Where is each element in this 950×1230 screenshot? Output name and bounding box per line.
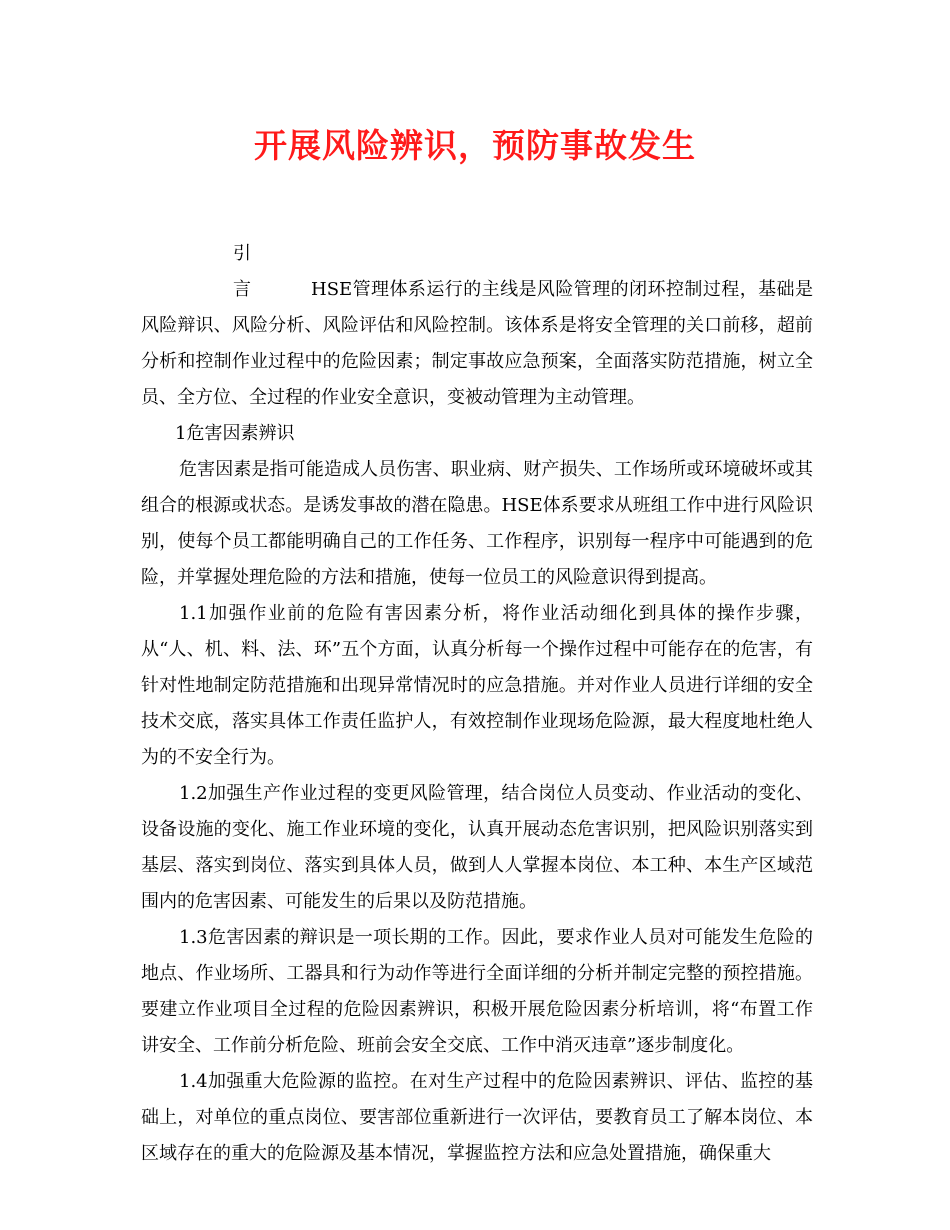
section-heading-1: 1危害因素辨识	[175, 423, 295, 444]
paragraph-1: 危害因素是指可能造成人员伤害、职业病、财产损失、工作场所或环境破坏或其组合的根源或状态。是诱发事故的潜在隐患。HSE体系要求从班组工作中进行风险识别，使每个员工都能明确自己的工作任务、工作程序，识别每一程序中可能遇到的危险，并掌握处理危险的方法和措施，使每一位员工的风险意识得到提高。	[141, 459, 813, 588]
document-title: 开展风险辨识，预防事故发生	[254, 126, 696, 165]
paragraph-1-4: 1.4加强重大危险源的监控。在对生产过程中的危险因素辨识、评估、监控的基础上，对单位的重点岗位、要害部位重新进行一次评估，要教育员工了解本岗位、本区域存在的重大的危险源及基本情况，掌握监控方法和应急处置措施，确保重大	[141, 1071, 813, 1164]
intro-text: HSE管理体系运行的主线是风险管理的闭环控制过程，基础是风险辩识、风险分析、风险评估和风险控制。该体系是将安全管理的关口前移，超前分析和控制作业过程中的危险因素；制定事故应急预案，全面落实防范措施，树立全员、全方位、全过程的作业安全意识，变被动管理为主动管理。	[141, 279, 813, 408]
paragraph-1-2: 1.2加强生产作业过程的变更风险管理，结合岗位人员变动、作业活动的变化、设备设施的变化、施工作业环境的变化，认真开展动态危害识别，把风险识别落实到基层、落实到岗位、落实到具体人员，做到人人掌握本岗位、本工种、本生产区域范围内的危害因素、可能发生的后果以及防范措施。	[141, 783, 813, 912]
paragraph-1-3: 1.3危害因素的辩识是一项长期的工作。因此，要求作业人员对可能发生危险的地点、作业场所、工器具和行为动作等进行全面详细的分析并制定完整的预控措施。要建立作业项目全过程的危险因素辨识，积极开展危险因素分析培训，将“布置工作讲安全、工作前分析危险、班前会安全交底、工作中消灭违章”逐步制度化。	[141, 927, 813, 1056]
paragraph-intro	[141, 236, 813, 416]
document-body	[141, 236, 813, 1172]
paragraph-1-1: 1.1加强作业前的危险有害因素分析，将作业活动细化到具体的操作步骤，从“人、机、料、法、环”五个方面，认真分析每一个操作过程中可能存在的危害，有针对性地制定防范措施和出现异常情况时的应急措施。并对作业人员进行详细的安全技术交底，落实具体工作责任监护人，有效控制作业现场危险源，最大程度地杜绝人为的不安全行为。	[141, 603, 813, 768]
intro-label: 引言	[233, 243, 281, 300]
